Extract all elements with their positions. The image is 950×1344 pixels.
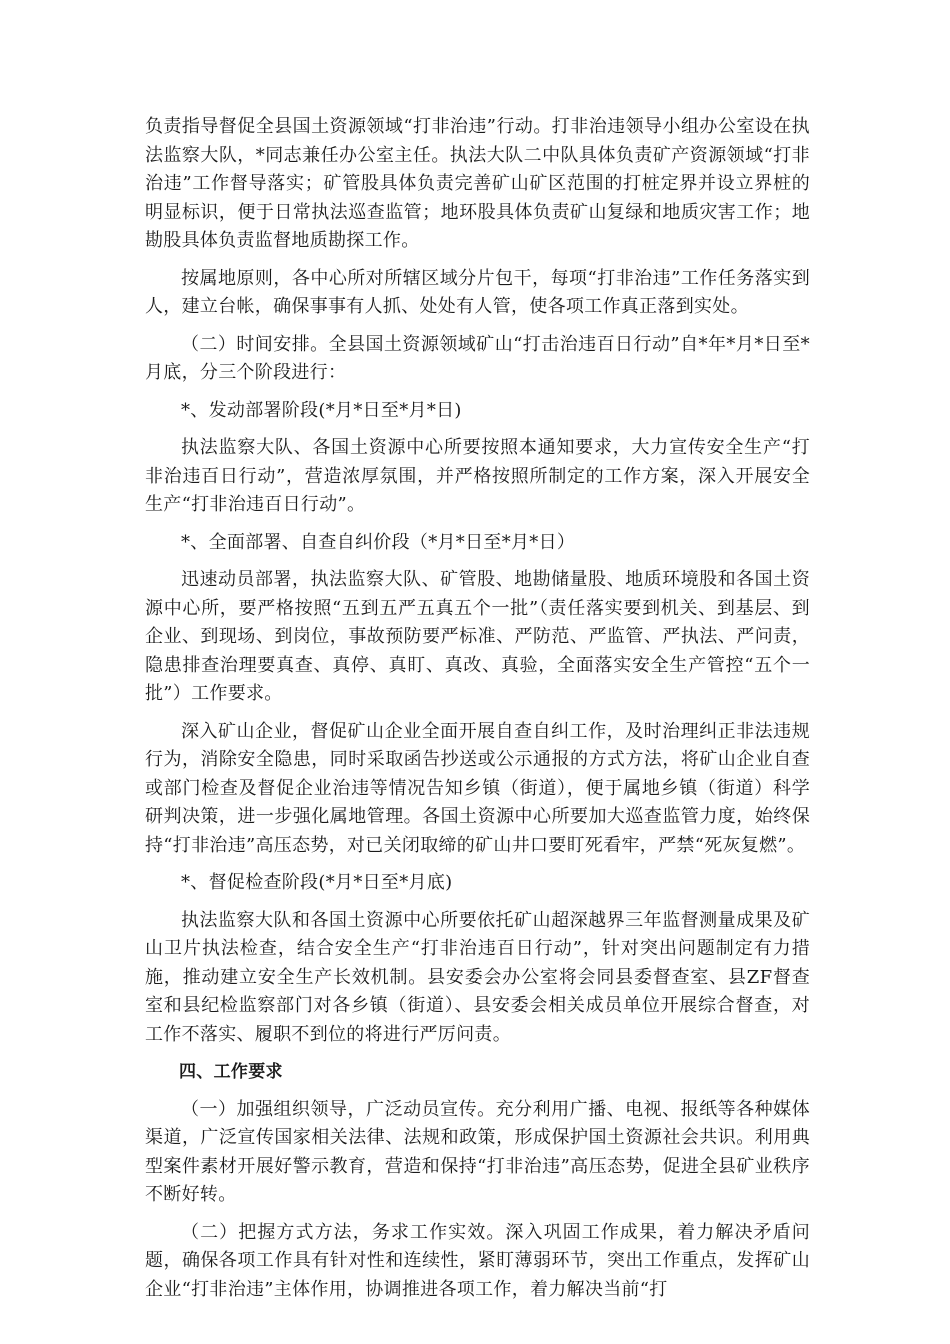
stage-2-title: *、全面部署、自查自纠价段（*月*日至*月*日） — [181, 531, 576, 553]
paragraph-schedule: （二）时间安排。全县国土资源领域矿山“打击治违百日行动”自*年*月*日至*月底，分三个阶段进行： — [145, 333, 810, 383]
section-heading-requirements: 四、工作要求 — [179, 1062, 283, 1082]
paragraph-requirement-2: （二）把握方式方法，务求工作实效。深入巩固工作成果，着力解决矛盾问题，确保各项工作具有针对性和连续性，紧盯薄弱环节，突出工作重点，发挥矿山企业“打非治违”主体作用，协调推进各项工作，着力解决当前“打 — [145, 1221, 810, 1300]
paragraph-stage-2: 迅速动员部署，执法监察大队、矿管股、地勘储量股、地质环境股和各国土资源中心所，要严格按照“五到五严五真五个一批”（责任落实要到机关、到基层、到企业、到现场、到岗位，事故预防要严标准、严防范、严监管、严执法、严问责，隐患排查治理要真查、真停、真盯、真改、真验，全面落实安全生产管控“五个一批”）工作要求。 — [145, 569, 810, 704]
paragraph-stage-1: 执法监察大队、各国土资源中心所要按照本通知要求，大力宣传安全生产“打非治违百日行动”，营造浓厚氛围，并严格按照所制定的工作方案，深入开展安全生产“打非治违百日行动”。 — [145, 437, 810, 515]
document-body — [145, 113, 810, 1313]
paragraph-territorial-principle: 按属地原则，各中心所对所辖区域分片包干，每项“打非治违”工作任务落实到人，建立台帐，确保事事有人抓、处处有人管，使各项工作真正落到实处。 — [145, 267, 810, 317]
paragraph-responsibilities: 负责指导督促全县国土资源领域“打非治违”行动。打非治违领导小组办公室设在执法监察大队，*同志兼任办公室主任。执法大队二中队具体负责矿产资源领域“打非治违”工作督导落实；矿管股具体负责完善矿山矿区范围的打桩定界并设立界桩的明显标识，便于日常执法巡查监管；地环股具体负责矿山复绿和地质灾害工作；地勘股具体负责监督地质勘探工作。 — [145, 116, 810, 251]
paragraph-stage-3: 执法监察大队和各国土资源中心所要依托矿山超深越界三年监督测量成果及矿山卫片执法检查，结合安全生产“打非治违百日行动”，针对突出问题制定有力措施，推动建立安全生产长效机制。县安委会办公室将会同县委督查室、县ZF督查室和县纪检监察部门对各乡镇（街道）、县安委会相关成员单位开展综合督查，对工作不落实、履职不到位的将进行严厉问责。 — [145, 909, 810, 1045]
stage-3-title: *、督促检查阶段(*月*日至*月底) — [181, 872, 453, 893]
paragraph-requirement-1: （一）加强组织领导，广泛动员宣传。充分利用广播、电视、报纸等各种媒体渠道，广泛宣传国家相关法律、法规和政策，形成保护国土资源社会共识。利用典型案件素材开展好警示教育，营造和保持“打非治违”高压态势，促进全县矿业秩序不断好转。 — [145, 1098, 810, 1205]
stage-1-title: *、发动部署阶段(*月*日至*月*日) — [181, 399, 462, 421]
paragraph-stage-2-detail: 深入矿山企业，督促矿山企业全面开展自查自纠工作，及时治理纠正非法违规行为，消除安全隐患，同时采取函告抄送或公示通报的方式方法，将矿山企业自查或部门检查及督促企业治违等情况告知乡镇（街道），便于属地乡镇（街道）科学研判决策，进一步强化属地管理。各国土资源中心所要加大巡查监管力度，始终保持“打非治违”高压态势，对已关闭取缔的矿山井口要盯死看牢，严禁“死灰复燃”。 — [145, 720, 810, 856]
